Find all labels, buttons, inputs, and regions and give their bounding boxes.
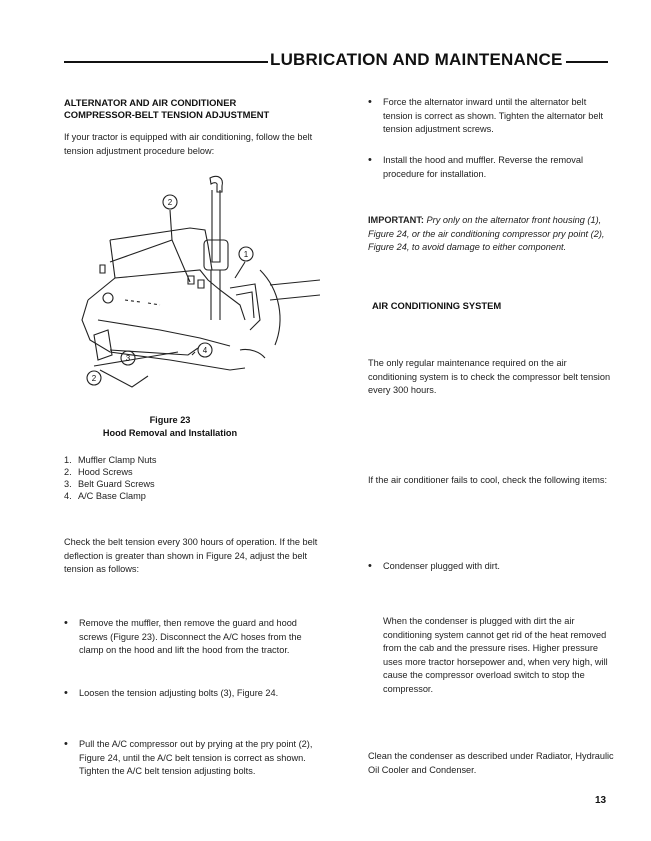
bullet-icon: • (64, 687, 68, 699)
important-text: Pry only on the alternator front housing (1), Figure 24, or the air conditioning compressor pry point (2), Figure 24, to avoid damage to either component. (368, 215, 605, 252)
ac-system-heading: AIR CONDITIONING SYSTEM (372, 300, 502, 311)
important-note (368, 214, 618, 255)
procedure-bullet: • Loosen the tension adjusting bolts (3), Figure 24. (64, 687, 279, 699)
check-bullet: • Condenser plugged with dirt. (368, 560, 500, 572)
callout-label: 4 (202, 346, 208, 355)
procedure-bullet: • Install the hood and muffler. Reverse the removal procedure for installation. (368, 154, 584, 179)
legend-item: 2. Hood Screws (64, 467, 133, 477)
section-heading-line1: ALTERNATOR AND AIR CONDITIONER (64, 97, 237, 108)
legend-item: 4. A/C Base Clamp (64, 491, 146, 501)
figure-caption-title: Figure 23 (149, 415, 191, 425)
legend-item: 1. Muffler Clamp Nuts (64, 455, 157, 465)
procedure-bullet: • Force the alternator inward until the alternator belt tension is correct as shown. Tighten the alternator belt tension adjustment screws. (368, 96, 604, 134)
check-tension-paragraph: Check the belt tension every 300 hours of operation. If the belt deflection is greater than shown in Figure 24, adjust the belt tension as follows: (64, 537, 318, 574)
figure-23-illustration (70, 170, 320, 402)
condenser-paragraph: When the condenser is plugged with dirt the air conditioning system cannot get rid of the heat removed from the cab and the pressure rises. Higher pressure uses more tractor horsepower and, when very high, will cause the compressor overload switch to stop the compressor. (383, 616, 608, 694)
bullet-icon: • (368, 154, 372, 166)
bullet-icon: • (368, 560, 372, 572)
procedure-bullet: • Remove the muffler, then remove the guard and hood screws (Figure 23). Disconnect the A/C hoses from the clamp on the hood and lift the hood from the tractor. (64, 617, 302, 655)
bullet-icon: • (368, 96, 372, 108)
page-number: 13 (595, 795, 607, 806)
callout-label: 1 (243, 250, 249, 259)
clean-condenser-paragraph: Clean the condenser as described under Radiator, Hydraulic Oil Cooler and Condenser. (368, 751, 614, 775)
bullet-icon: • (64, 738, 68, 750)
legend-item: 3. Belt Guard Screws (64, 479, 155, 489)
callout-label: 2 (91, 374, 97, 383)
figure-caption-subtitle: Hood Removal and Installation (102, 428, 238, 438)
page-header-title: LUBRICATION AND MAINTENANCE (270, 50, 563, 69)
header-rule-right (566, 61, 608, 63)
ac-maintenance-paragraph: The only regular maintenance required on the air conditioning system is to check the compressor belt tension every 300 hours. (368, 358, 611, 395)
section-heading-line2: COMPRESSOR-BELT TENSION ADJUSTMENT (64, 109, 270, 120)
ac-fails-paragraph: If the air conditioner fails to cool, check the following items: (368, 475, 607, 485)
callout-label: 2 (167, 198, 173, 207)
header-rule-left (64, 61, 268, 63)
bullet-icon: • (64, 617, 68, 629)
procedure-bullet: • Pull the A/C compressor out by prying at the pry point (2), Figure 24, until the A/C belt tension is correct as shown. Tighten the A/C belt tension adjusting bolts. (64, 738, 313, 776)
intro-paragraph: If your tractor is equipped with air conditioning, follow the belt tension adjustment procedure below: (64, 132, 313, 156)
callout-label: 3 (125, 354, 131, 363)
important-label: IMPORTANT: (368, 215, 424, 225)
figure-legend (64, 454, 264, 502)
